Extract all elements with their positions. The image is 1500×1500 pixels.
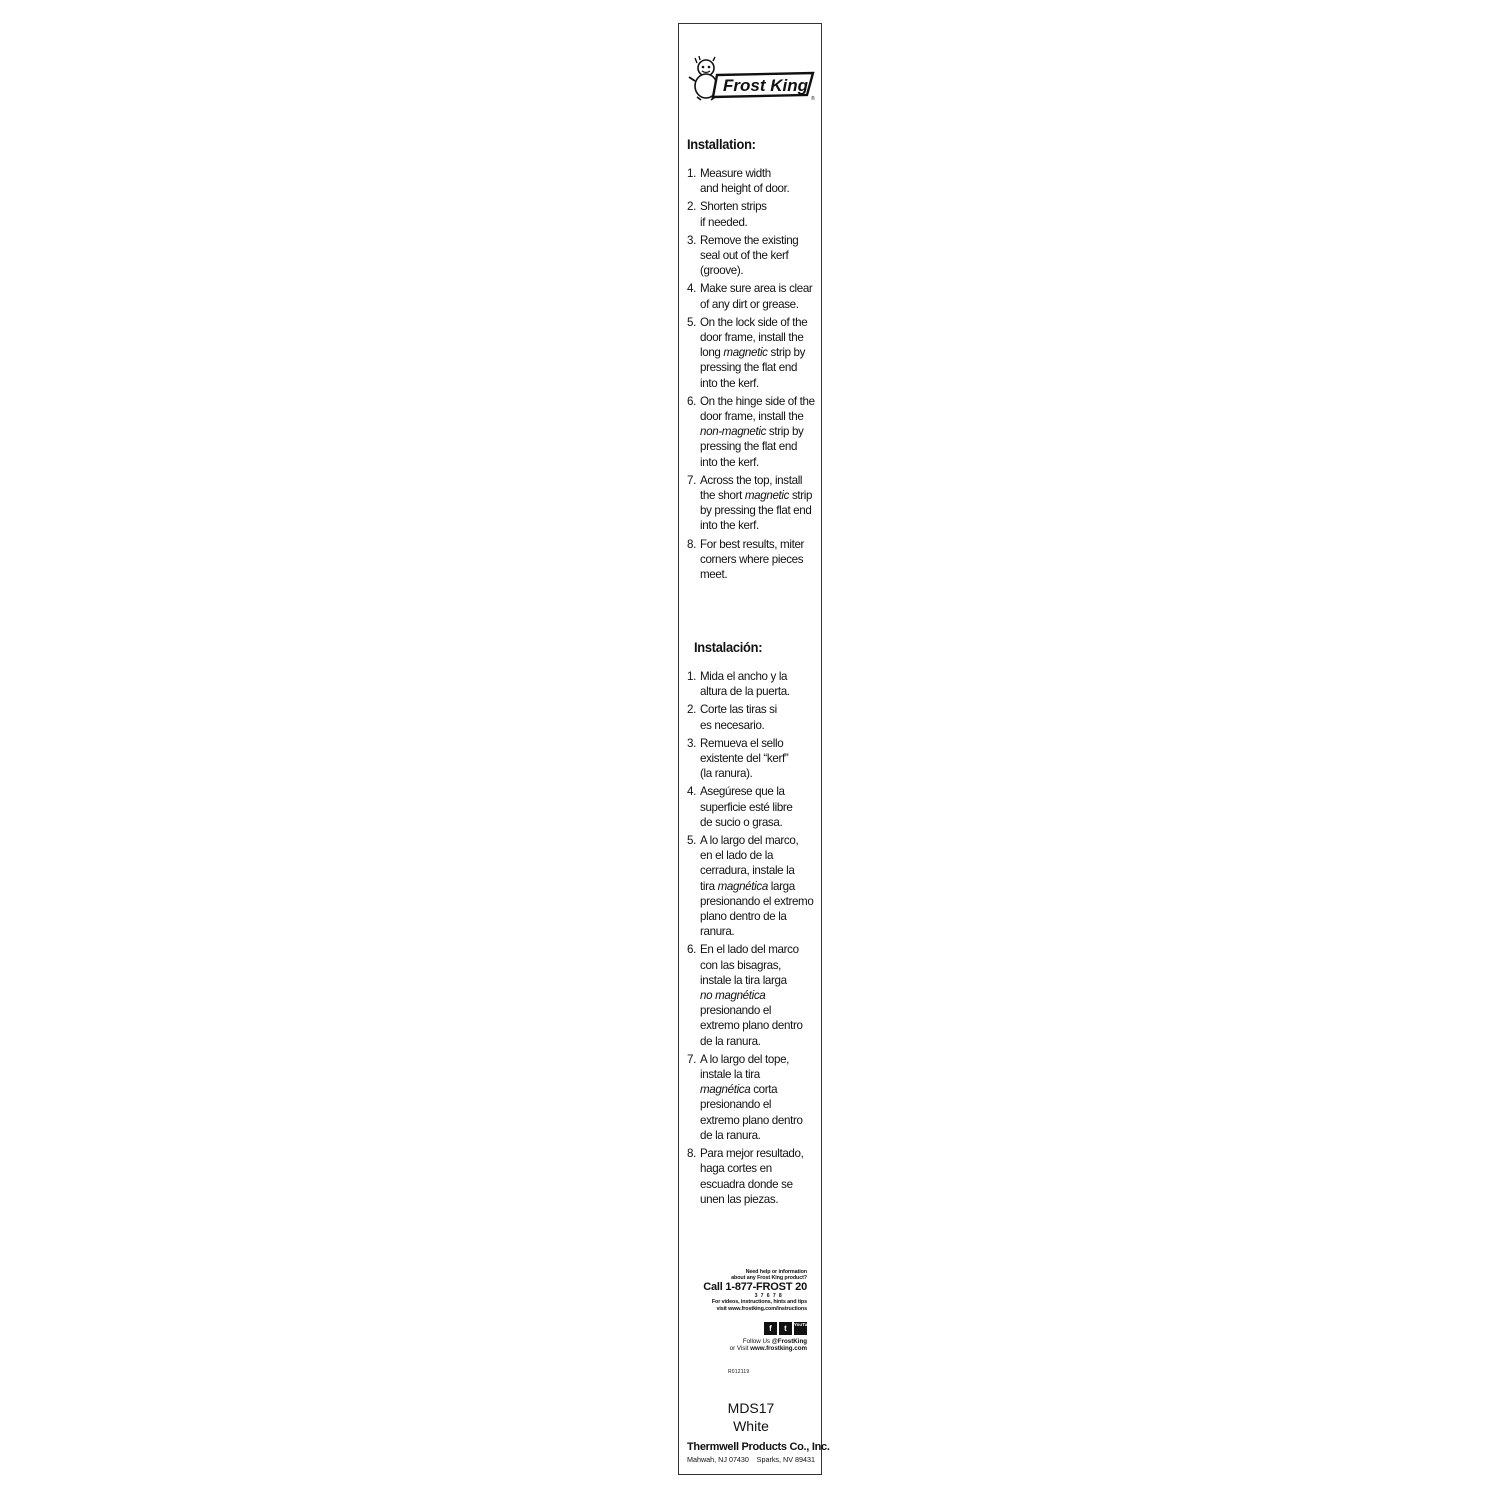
youtube-icon[interactable]: YouTube [794,1322,807,1335]
installation-title: Installation: [687,136,756,152]
step-5: 5. On the lock side of the door frame, install the long magnetic strip by pressing the flat end into the kerf. [687,315,808,390]
phone-number[interactable]: Call 1-877-FROST 20 [703,1281,807,1294]
step-4: 4. Make sure area is clear of any dirt or grease. [687,282,813,311]
step-3: 3. Remove the existing seal out of the kerf (groove). [687,233,799,278]
snowman-mascot-icon [687,55,817,101]
company-address [687,1455,815,1464]
step-2: 2. Shorten strips if needed. [687,200,767,229]
facebook-icon[interactable]: f [764,1322,777,1335]
print-code: R012119 [728,1369,750,1375]
paso-6: 6. En el lado del marco con las bisagras, instale la tira larga no magnética presionando el extremo plano dentro de la ranura. [687,943,803,1048]
twitter-icon[interactable]: t [779,1322,792,1335]
instruction-strip [678,23,830,1475]
paso-5: 5. A lo largo del marco, en el lado de la cerradura, instale la tira magnética larga presionando el extremo plano dentro de la ranura. [687,834,814,939]
frost-king-logo [687,55,817,101]
paso-3: 3. Remueva el sello existente del “kerf” (la ranura). [687,736,789,781]
step-1: 1. Measure width and height of door. [687,167,790,196]
model-number: MDS17 [727,1400,775,1416]
address-nj: Mahwah, NJ 07430 [687,1455,749,1464]
help-line-3: For videos, instructions, hints and tips [711,1299,807,1306]
follow-us: Follow Us @FrostKing [742,1337,807,1345]
svg-text:®: ® [811,96,815,101]
help-block [687,1269,813,1353]
company-name: Thermwell Products Co., Inc. [687,1441,830,1453]
help-line-1: Need help or information [745,1269,807,1275]
step-6: 6. On the hinge side of the door frame, install the non-magnetic strip by pressing the flat end into the kerf. [687,394,815,469]
step-7: 7. Across the top, install the short magnetic strip by pressing the flat end into the kerf. [687,473,813,533]
help-line-2: about any Frost King product? [731,1275,807,1282]
phone-digits: 37678 [754,1293,785,1300]
address-nv: Sparks, NV 89431 [756,1455,815,1464]
step-8: 8. For best results, miter corners where pieces meet. [687,537,805,582]
spanish-steps [687,669,827,1210]
brand-name: Frost King [723,76,808,95]
english-steps [687,166,827,585]
visit-site: or Visit www.frostking.com [729,1345,807,1353]
paso-2: 2. Corte las tiras si es necesario. [687,703,777,732]
paso-1: 1. Mida el ancho y la altura de la puerta. [687,670,790,699]
product-color: White [733,1418,769,1434]
paso-7: 7. A lo largo del tope, instale la tira magnética corta presionando el extremo plano dentro de la ranura. [687,1052,803,1142]
paso-8: 8. Para mejor resultado, haga cortes en escuadra donde se unen las piezas. [687,1147,804,1206]
social-icons [687,1321,813,1335]
instructions-url[interactable]: visit www.frostking.com/instructions [716,1305,807,1312]
instalacion-title: Instalación: [694,639,763,655]
paso-4: 4. Asegúrese que la superficie esté libre de sucio o grasa. [687,785,793,829]
